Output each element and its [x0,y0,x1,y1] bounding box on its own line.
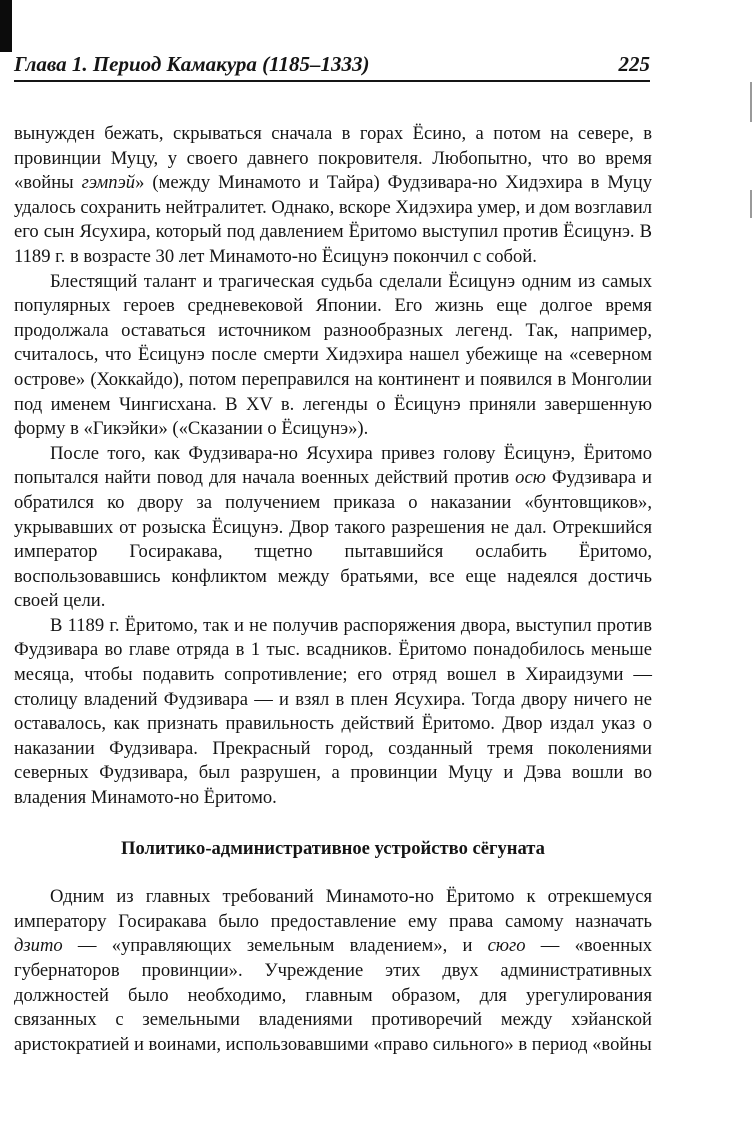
paragraph-4: В 1189 г. Ёритомо, так и не получив распоряжения двора, выступил против Фудзивара во главе отряда в 1 тыс. всадников. Ёритомо понадобилось меньше месяца, чтобы подавить сопротивление; его отряд вошел в Хираидзуми — столицу владений Фудзивара — и взял в плен Ясухира. Тогда двору ничего не оставалось, как признать правильность действий Ёритомо. Двор издал указ о наказании Фудзивара. Прекрасный город, созданный тремя поколениями северных Фудзивара, был разрушен, а провинции Муцу и Дэва вошли во владения Минамото-но Ёритомо. [14,614,652,809]
chapter-title: Глава 1. Период Камакура (1185–1333) [14,52,370,76]
paragraph-5: Одним из главных требований Минамото-но Ёритомо к отрекшемуся императору Госиракава было предоставление ему права самому назначать дзито — «управляющих земельным владением», и сюго — «военных губернаторов провинции». Учреждение этих двух административных должностей было необходимо, главным образом, для урегулирования связанных с земельными владениями противоречий между хэйанской аристократией и воинами, использовавшими «право сильного» в период «войны [14,886,652,1055]
running-header [14,52,650,82]
page-body [14,122,652,1057]
page-number: 225 [618,52,650,76]
section-heading: Политико-административное устройство сёгуната [121,837,545,859]
scan-edge-mark [750,190,752,218]
paragraph-2: Блестящий талант и трагическая судьба сделали Ёсицунэ одним из самых популярных героев средневековой Японии. Его жизнь еще долгое время продолжала оставаться источником разнообразных легенд. Так, например, считалось, что Ёсицунэ после смерти Хидэхира нашел убежище на «северном острове» (Хоккайдо), потом переправился на континент и появился в Монголии под именем Чингисхана. В XV в. легенды о Ёсицунэ приняли завершенную форму в «Гикэйки» («Сказании о Ёсицунэ»). [14,270,652,440]
paragraph-1: вынужден бежать, скрываться сначала в горах Ёсино, а потом на севере, в провинции Муцу, у своего давнего покровителя. Любопытно, что во время «войны гэмпэй» (между Минамото и Тайра) Фудзивара-но Хидэхира в Муцу удалось сохранить нейтралитет. Однако, вскоре Хидэхира умер, и дом возглавил его сын Ясухира, который под давлением Ёритомо выступил против Ёсицунэ. В 1189 г. в возрасте 30 лет Минамото-но Ёсицунэ покончил с собой. [14,123,653,267]
paragraph-3: После того, как Фудзивара-но Ясухира привез голову Ёсицунэ, Ёритомо попытался найти повод для начала военных действий против осю Фудзивара и обратился ко двору за получением приказа о наказании «бунтовщиков», укрывавших от розыска Ёсицунэ. Двор такого разрешения не дал. Отрекшийся император Госиракава, тщетно пытавшийся ослабить Ёритомо, воспользовавшись конфликтом между братьями, все еще надеялся достичь своей цели. [14,442,652,612]
scan-edge-mark [750,82,752,122]
scan-edge-bar [0,0,12,52]
